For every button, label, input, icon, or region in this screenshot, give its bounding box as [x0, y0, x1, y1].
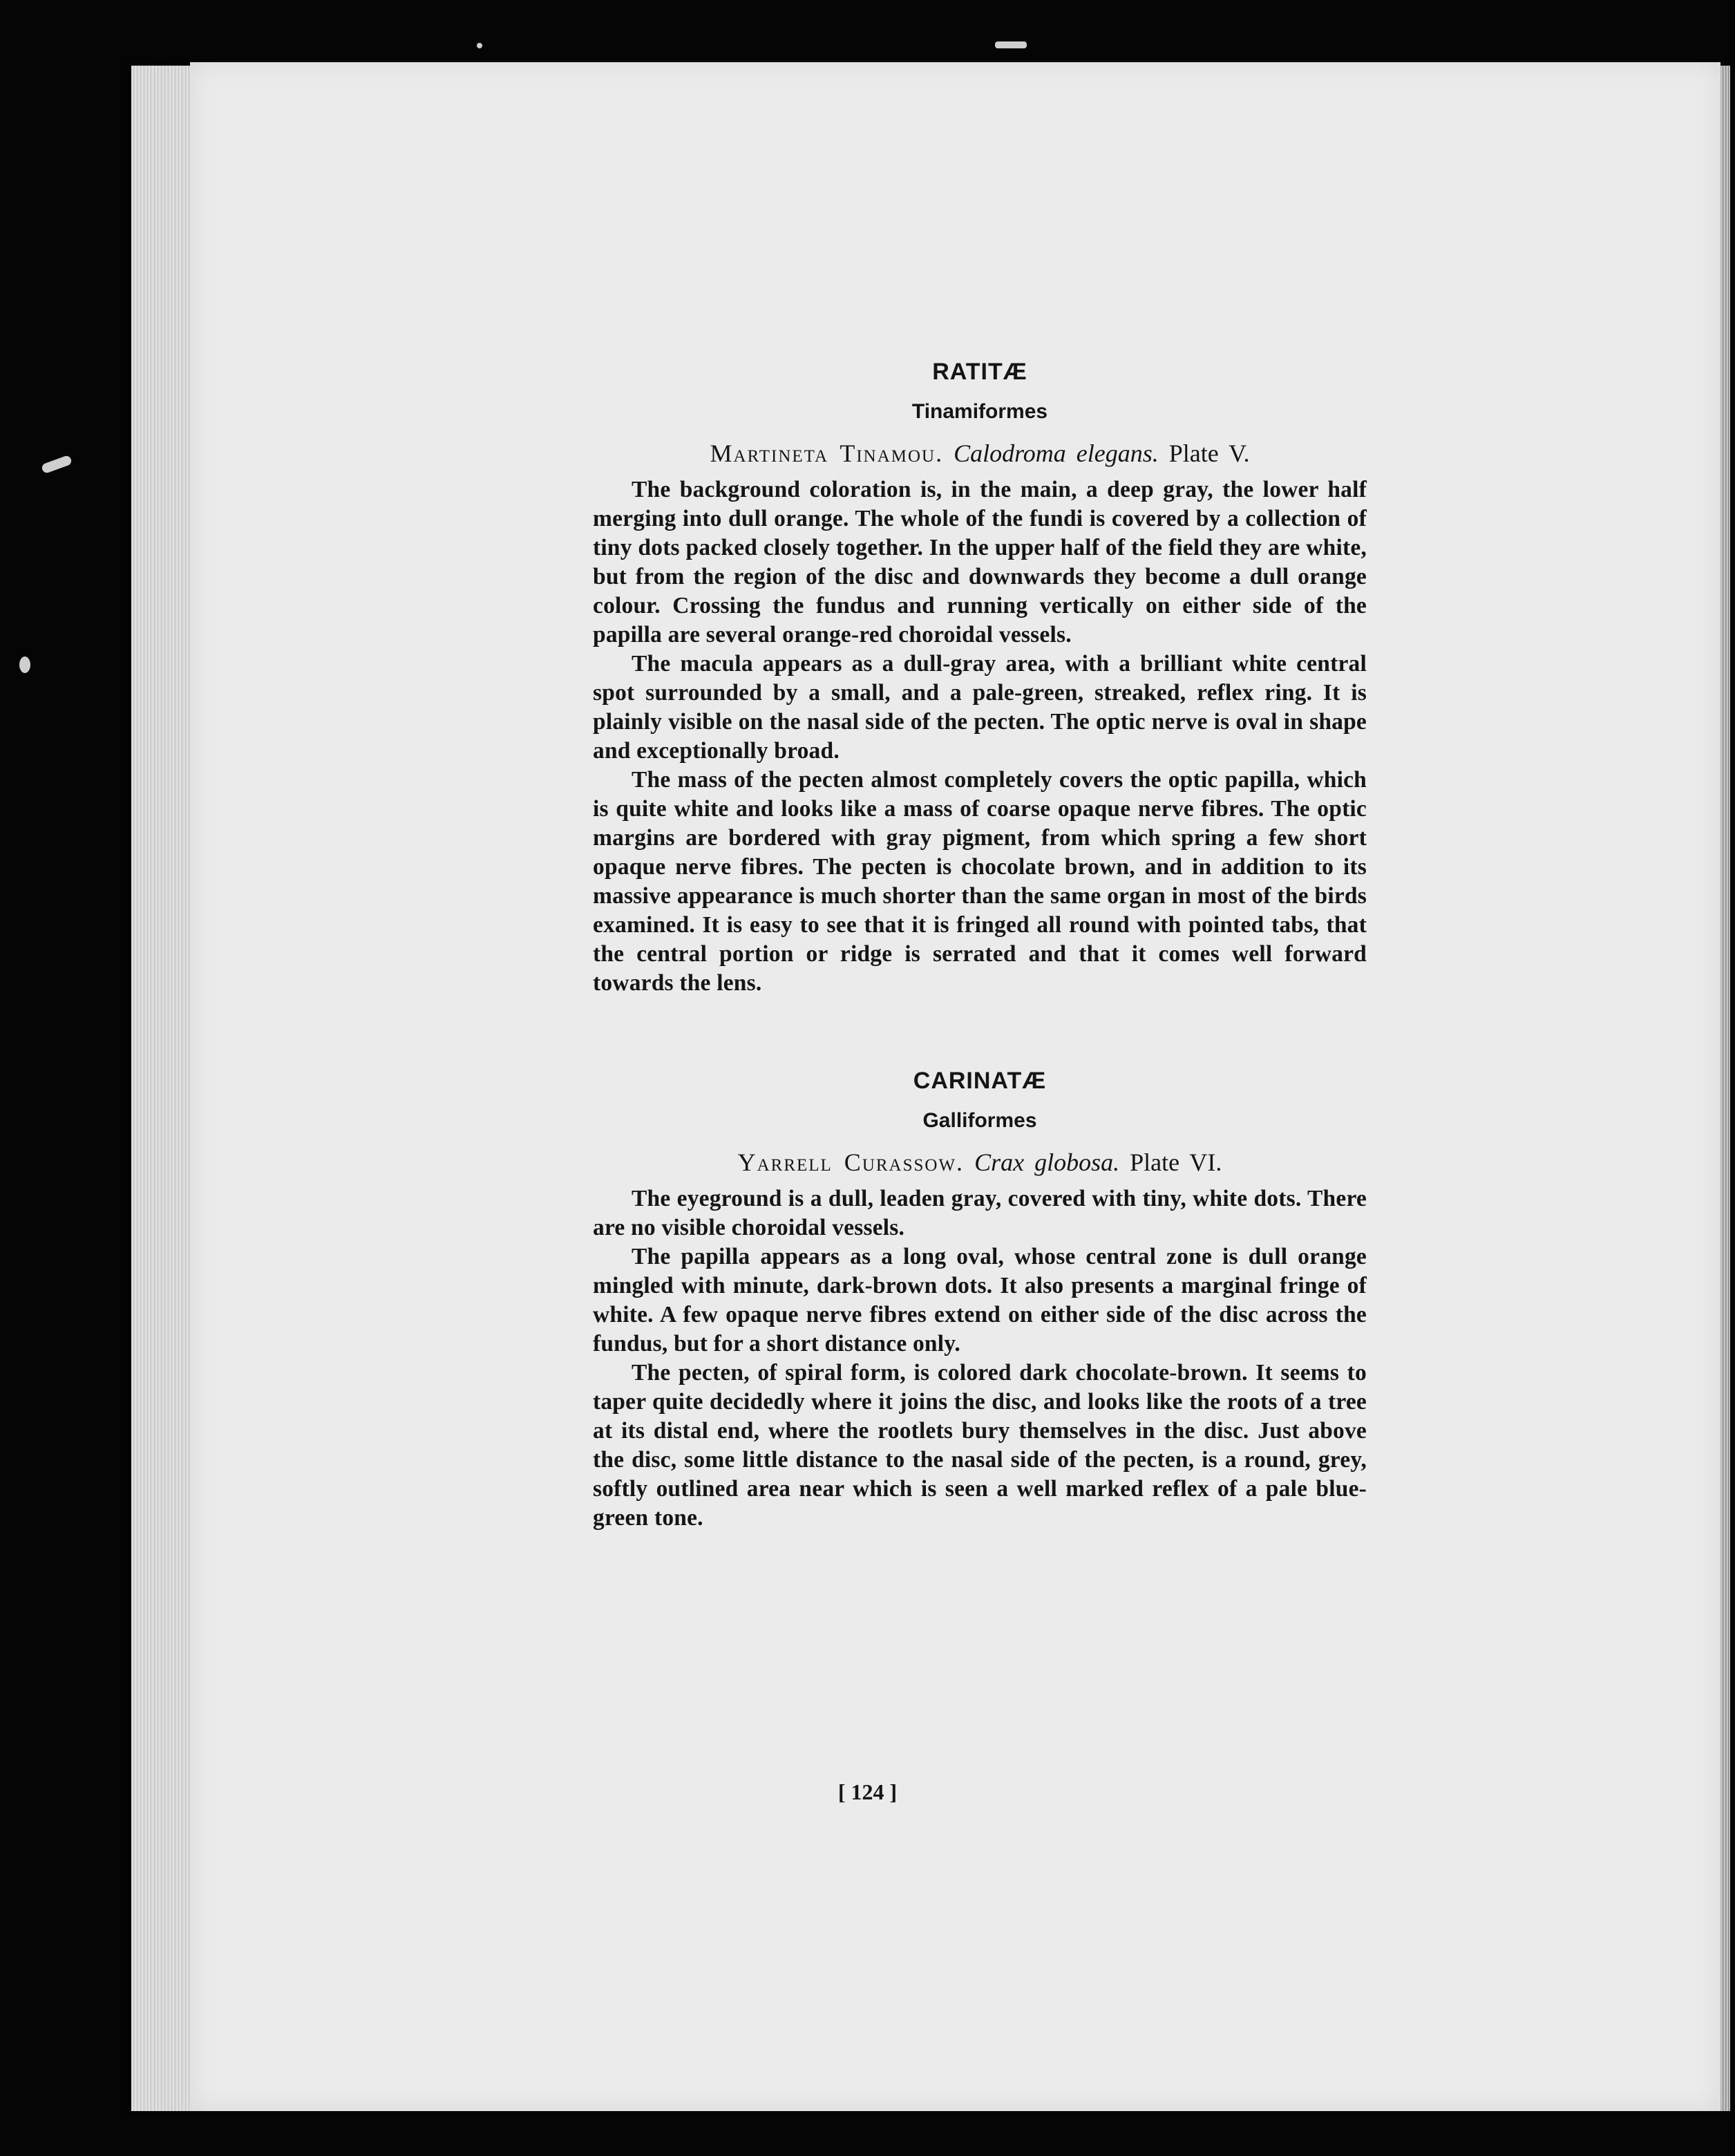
paragraph: The papilla appears as a long oval, whose central zone is dull orange mingled with minute, dark-brown dots. It also presents a marginal fringe of white. A few opaque nerve fibres extend on either side of the disc across the fundus, but for a short distance only. — [593, 1244, 1367, 1356]
section-heading-carinatae: CARINATÆ — [913, 1068, 1047, 1094]
page-number: [ 124 ] — [837, 1779, 898, 1804]
species-line-curassow — [593, 1144, 1367, 1180]
order-heading-galliformes: Galliformes — [922, 1109, 1037, 1132]
paragraph: The macula appears as a dull-gray area, with a brilliant white central spot surrounded by a small, and a pale-green, streaked, reflex ring. It is plainly visible on the nasal side of the pecten. The optic nerve is oval in shape and exceptionally broad. — [593, 651, 1367, 764]
dust-speck — [41, 455, 73, 474]
paragraph: The background coloration is, in the main, a deep gray, the lower half merging into dull orange. The whole of the fundi is covered by a collection of tiny dots packed closely together. In the upper half of the field they are white, but from the region of the disc and downwards they become a dull orange colour. Crossing the fundus and running vertically on either side of the papilla are several orange-red choroidal vessels. — [593, 477, 1367, 647]
order-heading-tinamiformes: Tinamiformes — [911, 400, 1048, 423]
dust-speck — [995, 41, 1027, 48]
species-latin-name: Calodroma elegans. — [954, 439, 1159, 467]
paragraph: The mass of the pecten almost completely covers the optic papilla, which is quite white and looks like a mass of coarse opaque nerve fibres. The optic margins are bordered with gray pigment, from which spring a few short opaque nerve fibres. The pecten is chocolate brown, and in addition to its massive appearance is much shorter than the same organ in most of the birds examined. It is easy to see that it is fringed all round with pointed tabs, that the central portion or ridge is serrated and that it comes well forward towards the lens. — [593, 767, 1367, 996]
species-common-name: Yarrell Curassow. — [737, 1148, 965, 1176]
paragraph: The pecten, of spiral form, is colored dark chocolate-brown. It seems to taper quite decidedly where it joins the disc, and looks like the roots of a tree at its distal end, where the rootlets bury themselves in the disc. Just above the disc, some little distance to the nasal side of the pecten, is a round, grey, softly outlined area near which is seen a well marked reflex of a pale blue-green tone. — [593, 1360, 1367, 1531]
species-latin-name: Crax globosa. — [974, 1148, 1120, 1176]
paragraph: The eyeground is a dull, leaden gray, covered with tiny, white dots. There are no visible choroidal vessels. — [593, 1186, 1367, 1240]
plate-reference: Plate V. — [1168, 439, 1250, 467]
species-common-name: Martineta Tinamou. — [710, 439, 944, 467]
section-spacer — [593, 998, 1367, 1061]
section-heading-ratitae: RATITÆ — [932, 359, 1027, 385]
species-line-martineta — [593, 435, 1367, 471]
dust-speck — [19, 656, 30, 673]
page-content — [593, 352, 1367, 1533]
plate-reference: Plate VI. — [1130, 1148, 1222, 1176]
dust-speck — [477, 43, 482, 48]
